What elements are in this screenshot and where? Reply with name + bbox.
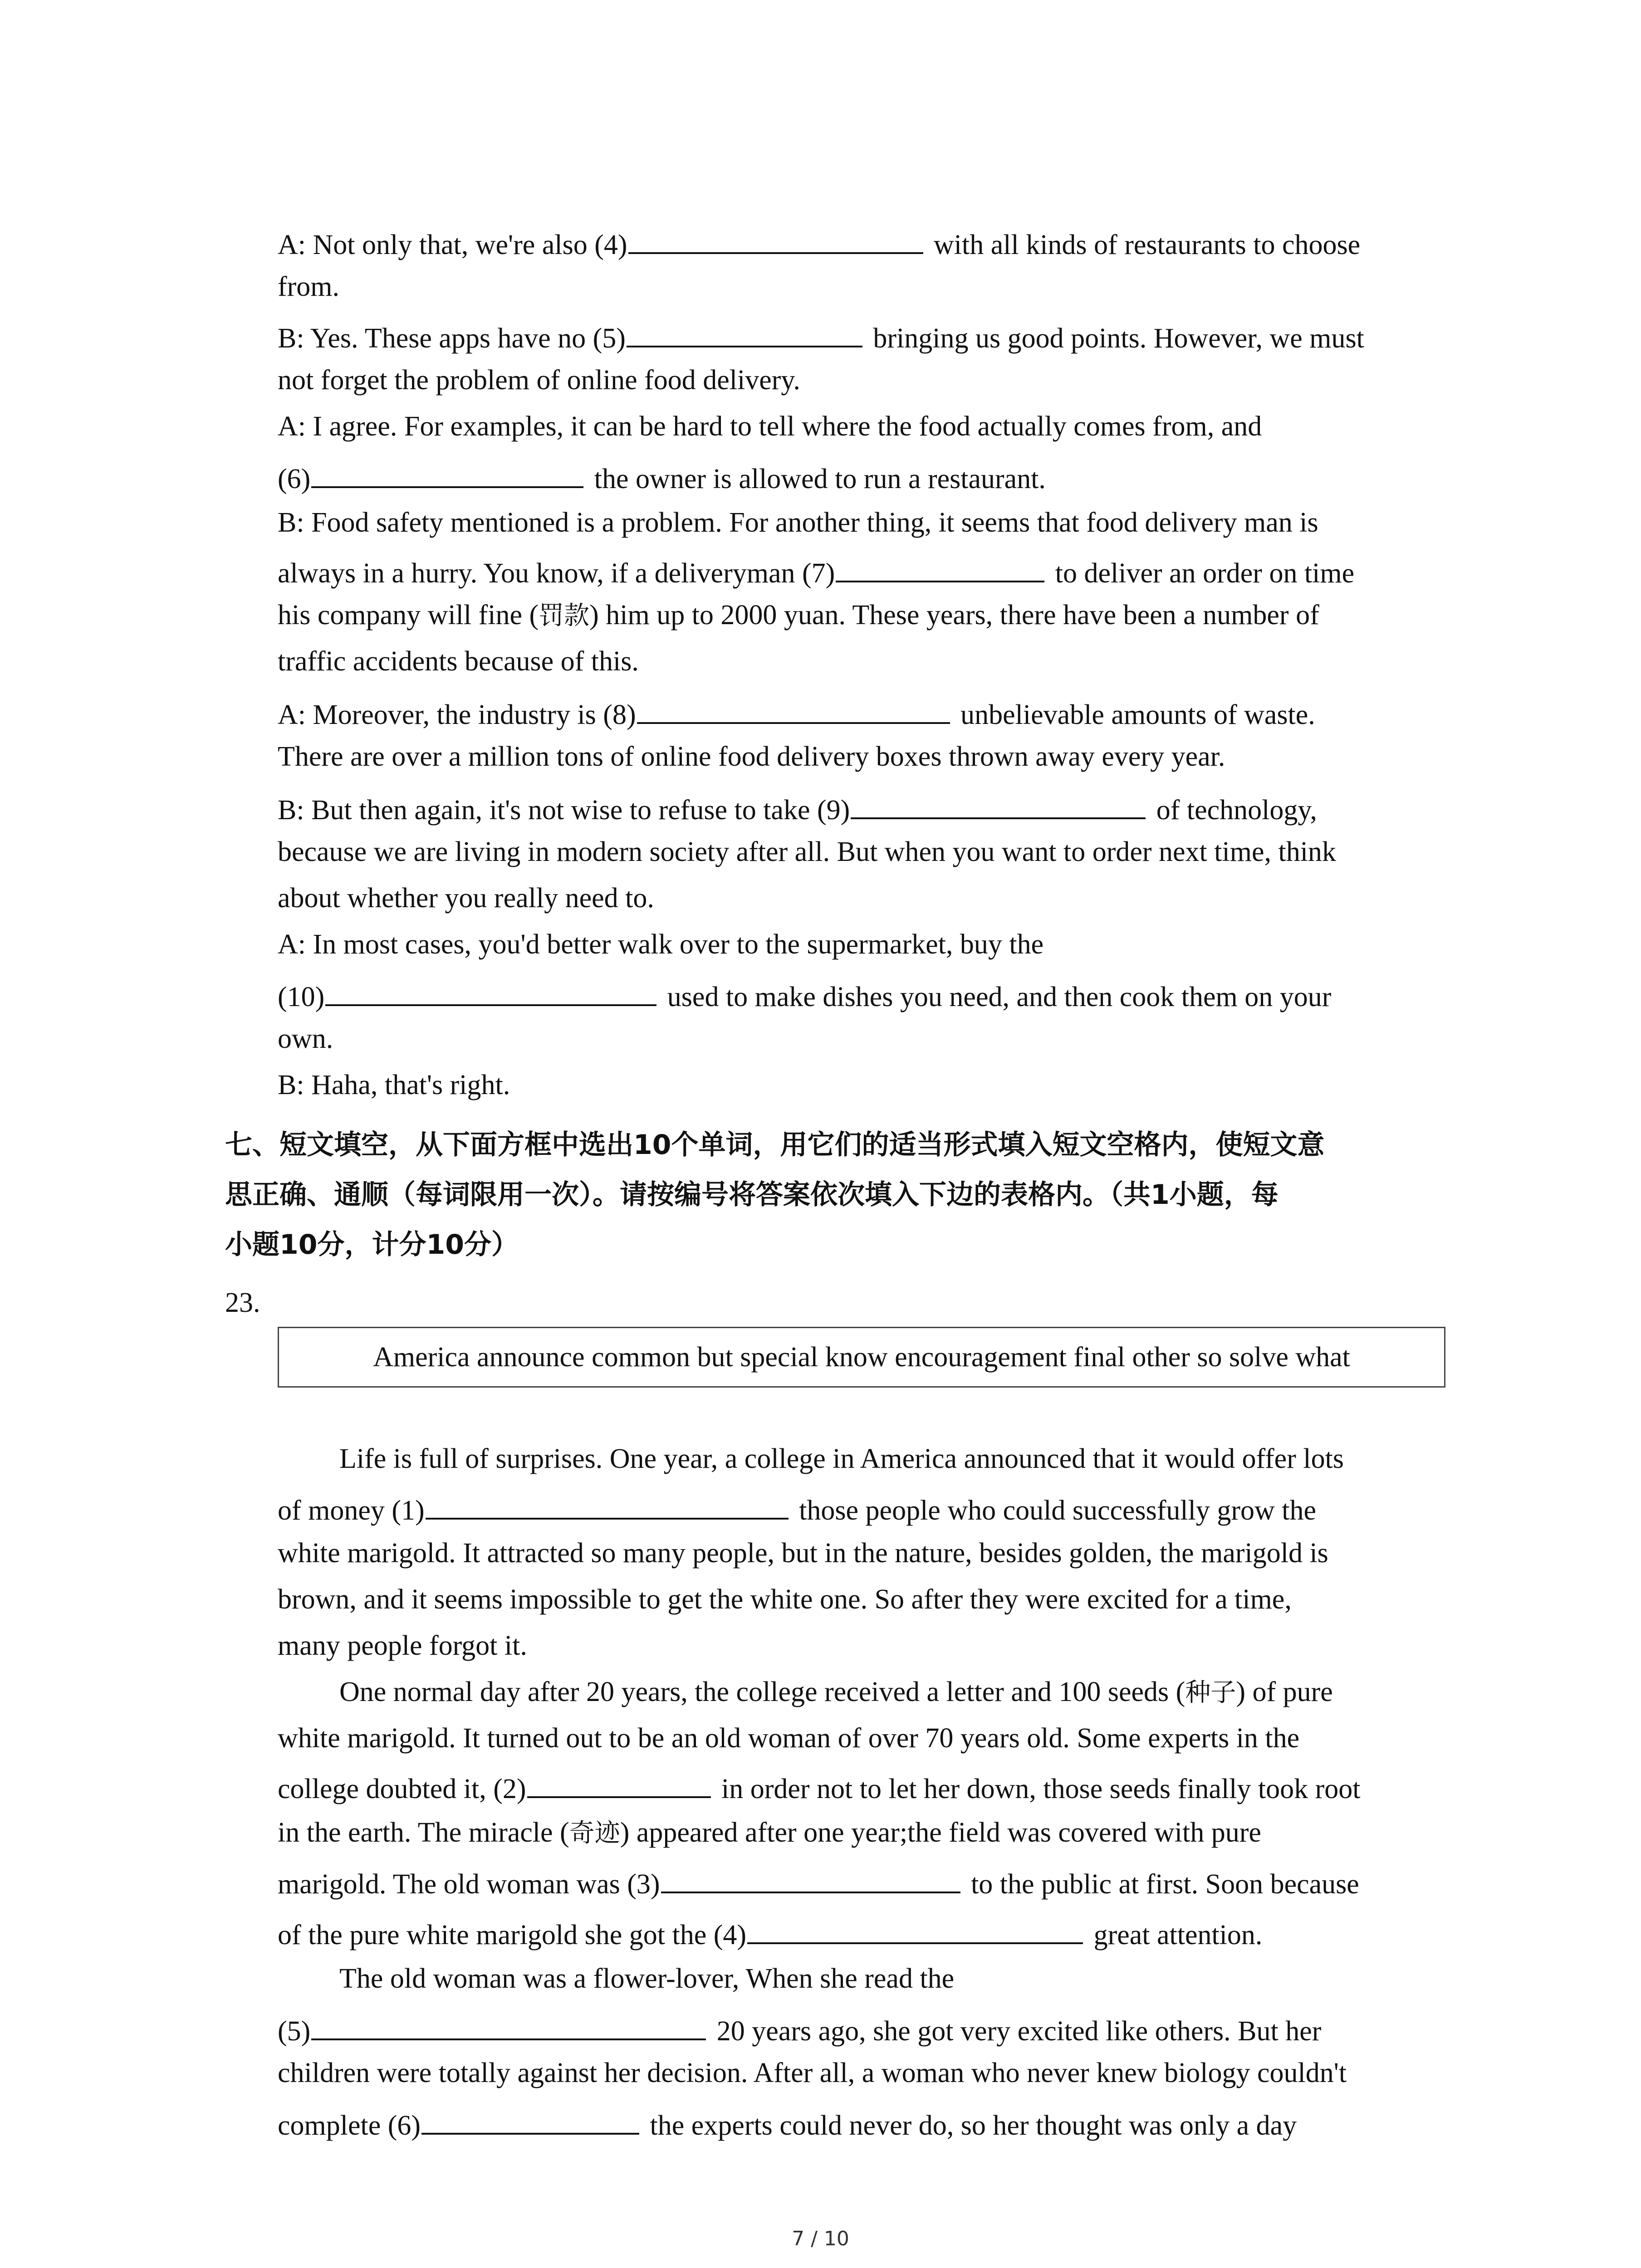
passage-text: ) appeared after one year;the field was covered with pure xyxy=(620,1817,1261,1848)
passage-text: complete (6) xyxy=(278,2110,421,2141)
passage-text: One normal day after 20 years, the college received a letter and 100 seeds ( xyxy=(339,1677,1185,1707)
passage-line xyxy=(278,2010,1321,2049)
section-heading: 七、短文填空，从下面方框中选出10个单词，用它们的适当形式填入短文空格内，使短文意 xyxy=(225,1129,1325,1161)
answer-blank-2[interactable] xyxy=(527,1768,711,1798)
answer-blank-1[interactable] xyxy=(426,1490,789,1520)
passage-text: of the pure white marigold she got the (4) xyxy=(278,1920,747,1950)
dialogue-line: own. xyxy=(278,1023,333,1054)
question-number: 23. xyxy=(225,1287,260,1318)
chinese-gloss: 种子 xyxy=(1185,1678,1236,1707)
dialogue-text: unbelievable amounts of waste. xyxy=(953,699,1315,730)
answer-blank-4[interactable] xyxy=(628,224,923,254)
dialogue-text: with all kinds of restaurants to choose xyxy=(926,230,1361,260)
passage-text: 20 years ago, she got very excited like others. But her xyxy=(710,2016,1322,2047)
passage-text: great attention. xyxy=(1087,1920,1263,1950)
passage-line xyxy=(278,1914,1262,1953)
dialogue-text: (10) xyxy=(278,982,325,1012)
passage-line xyxy=(278,1768,1361,1807)
word-bank-box xyxy=(278,1327,1445,1388)
dialogue-text: A: Not only that, we're also (4) xyxy=(278,230,627,260)
passage-line: Life is full of surprises. One year, a college in America announced that it would offer lots xyxy=(339,1443,1344,1474)
dialogue-text: to deliver an order on time xyxy=(1048,558,1355,589)
dialogue-line: about whether you really need to. xyxy=(278,883,654,914)
answer-blank-5[interactable] xyxy=(627,318,862,347)
passage-text: to the public at first. Soon because xyxy=(964,1869,1359,1900)
dialogue-line: There are over a million tons of online food delivery boxes thrown away every year. xyxy=(278,741,1225,772)
passage-line xyxy=(278,2105,1297,2144)
dialogue-line xyxy=(278,694,1315,733)
answer-blank-10[interactable] xyxy=(325,976,656,1006)
dialogue-line: A: I agree. For examples, it can be hard to tell where the food actually comes from, and xyxy=(278,411,1262,442)
answer-blank-3[interactable] xyxy=(661,1863,960,1893)
dialogue-text: B: But then again, it's not wise to refuse to take (9) xyxy=(278,795,850,826)
page-number: 7 / 10 xyxy=(792,2227,849,2250)
dialogue-text: (6) xyxy=(278,464,311,494)
dialogue-text: ) him up to 2000 yuan. These years, there have been a number of xyxy=(589,600,1319,631)
answer-blank-5[interactable] xyxy=(311,2010,706,2040)
passage-text: college doubted it, (2) xyxy=(278,1774,526,1804)
dialogue-line: traffic accidents because of this. xyxy=(278,646,639,677)
passage-line: brown, and it seems impossible to get the white one. So after they were excited for a time, xyxy=(278,1584,1292,1615)
dialogue-text: his company will fine ( xyxy=(278,600,539,631)
dialogue-line: because we are living in modern society after all. But when you want to order next time, think xyxy=(278,836,1336,867)
passage-line xyxy=(278,1814,1261,1852)
answer-blank-6[interactable] xyxy=(421,2105,639,2135)
dialogue-text: the owner is allowed to run a restaurant. xyxy=(587,464,1046,494)
dialogue-line: A: In most cases, you'd better walk over to the supermarket, buy the xyxy=(278,929,1044,960)
passage-text: those people who could successfully grow the xyxy=(792,1495,1317,1526)
dialogue-line xyxy=(278,552,1354,591)
dialogue-line xyxy=(278,976,1331,1015)
answer-blank-7[interactable] xyxy=(836,552,1044,582)
passage-line: white marigold. It attracted so many people, but in the nature, besides golden, the marigold is xyxy=(278,1538,1328,1569)
dialogue-line: B: Haha, that's right. xyxy=(278,1070,510,1100)
passage-line: The old woman was a flower-lover, When she read the xyxy=(339,1963,955,1994)
dialogue-line: not forget the problem of online food delivery. xyxy=(278,365,800,396)
answer-blank-6[interactable] xyxy=(311,458,583,488)
dialogue-text: always in a hurry. You know, if a deliveryman (7) xyxy=(278,558,835,589)
section-heading: 小题10分，计分10分） xyxy=(225,1229,519,1261)
dialogue-text: of technology, xyxy=(1149,795,1317,826)
passage-line xyxy=(278,1490,1316,1529)
passage-text: in order not to let her down, those seeds finally took root xyxy=(714,1774,1361,1804)
passage-line: children were totally against her decision. After all, a woman who never knew biology couldn't xyxy=(278,2058,1347,2088)
passage-line: white marigold. It turned out to be an old woman of over 70 years old. Some experts in the xyxy=(278,1723,1300,1754)
dialogue-line xyxy=(278,789,1317,828)
dialogue-line xyxy=(278,318,1364,357)
passage-text: of money (1) xyxy=(278,1495,425,1526)
passage-line: many people forgot it. xyxy=(278,1630,527,1661)
dialogue-line xyxy=(278,224,1360,263)
dialogue-line xyxy=(278,597,1319,634)
dialogue-text: A: Moreover, the industry is (8) xyxy=(278,699,636,730)
passage-text: in the earth. The miracle ( xyxy=(278,1817,569,1848)
dialogue-text: used to make dishes you need, and then cook them on your xyxy=(660,982,1332,1012)
passage-text: (5) xyxy=(278,2016,311,2047)
section-heading: 思正确、通顺（每词限用一次）。请按编号将答案依次填入下边的表格内。（共1小题，每 xyxy=(225,1179,1279,1211)
answer-blank-4[interactable] xyxy=(747,1914,1083,1944)
dialogue-line: B: Food safety mentioned is a problem. For another thing, it seems that food delivery man is xyxy=(278,507,1318,538)
dialogue-line xyxy=(278,458,1046,497)
passage-text: ) of pure xyxy=(1236,1677,1333,1707)
dialogue-text: bringing us good points. However, we must xyxy=(866,323,1364,354)
answer-blank-8[interactable] xyxy=(637,694,950,724)
passage-text: the experts could never do, so her thought was only a day xyxy=(643,2110,1297,2141)
dialogue-text: B: Yes. These apps have no (5) xyxy=(278,323,626,354)
chinese-gloss: 罚款 xyxy=(539,601,590,631)
word-bank-text: America announce common but special know encouragement final other so solve what xyxy=(373,1341,1350,1373)
dialogue-line: from. xyxy=(278,271,340,302)
passage-text: marigold. The old woman was (3) xyxy=(278,1869,660,1900)
passage-line xyxy=(339,1674,1333,1711)
passage-line xyxy=(278,1863,1359,1902)
answer-blank-9[interactable] xyxy=(851,789,1146,819)
chinese-gloss: 奇迹 xyxy=(569,1818,620,1848)
